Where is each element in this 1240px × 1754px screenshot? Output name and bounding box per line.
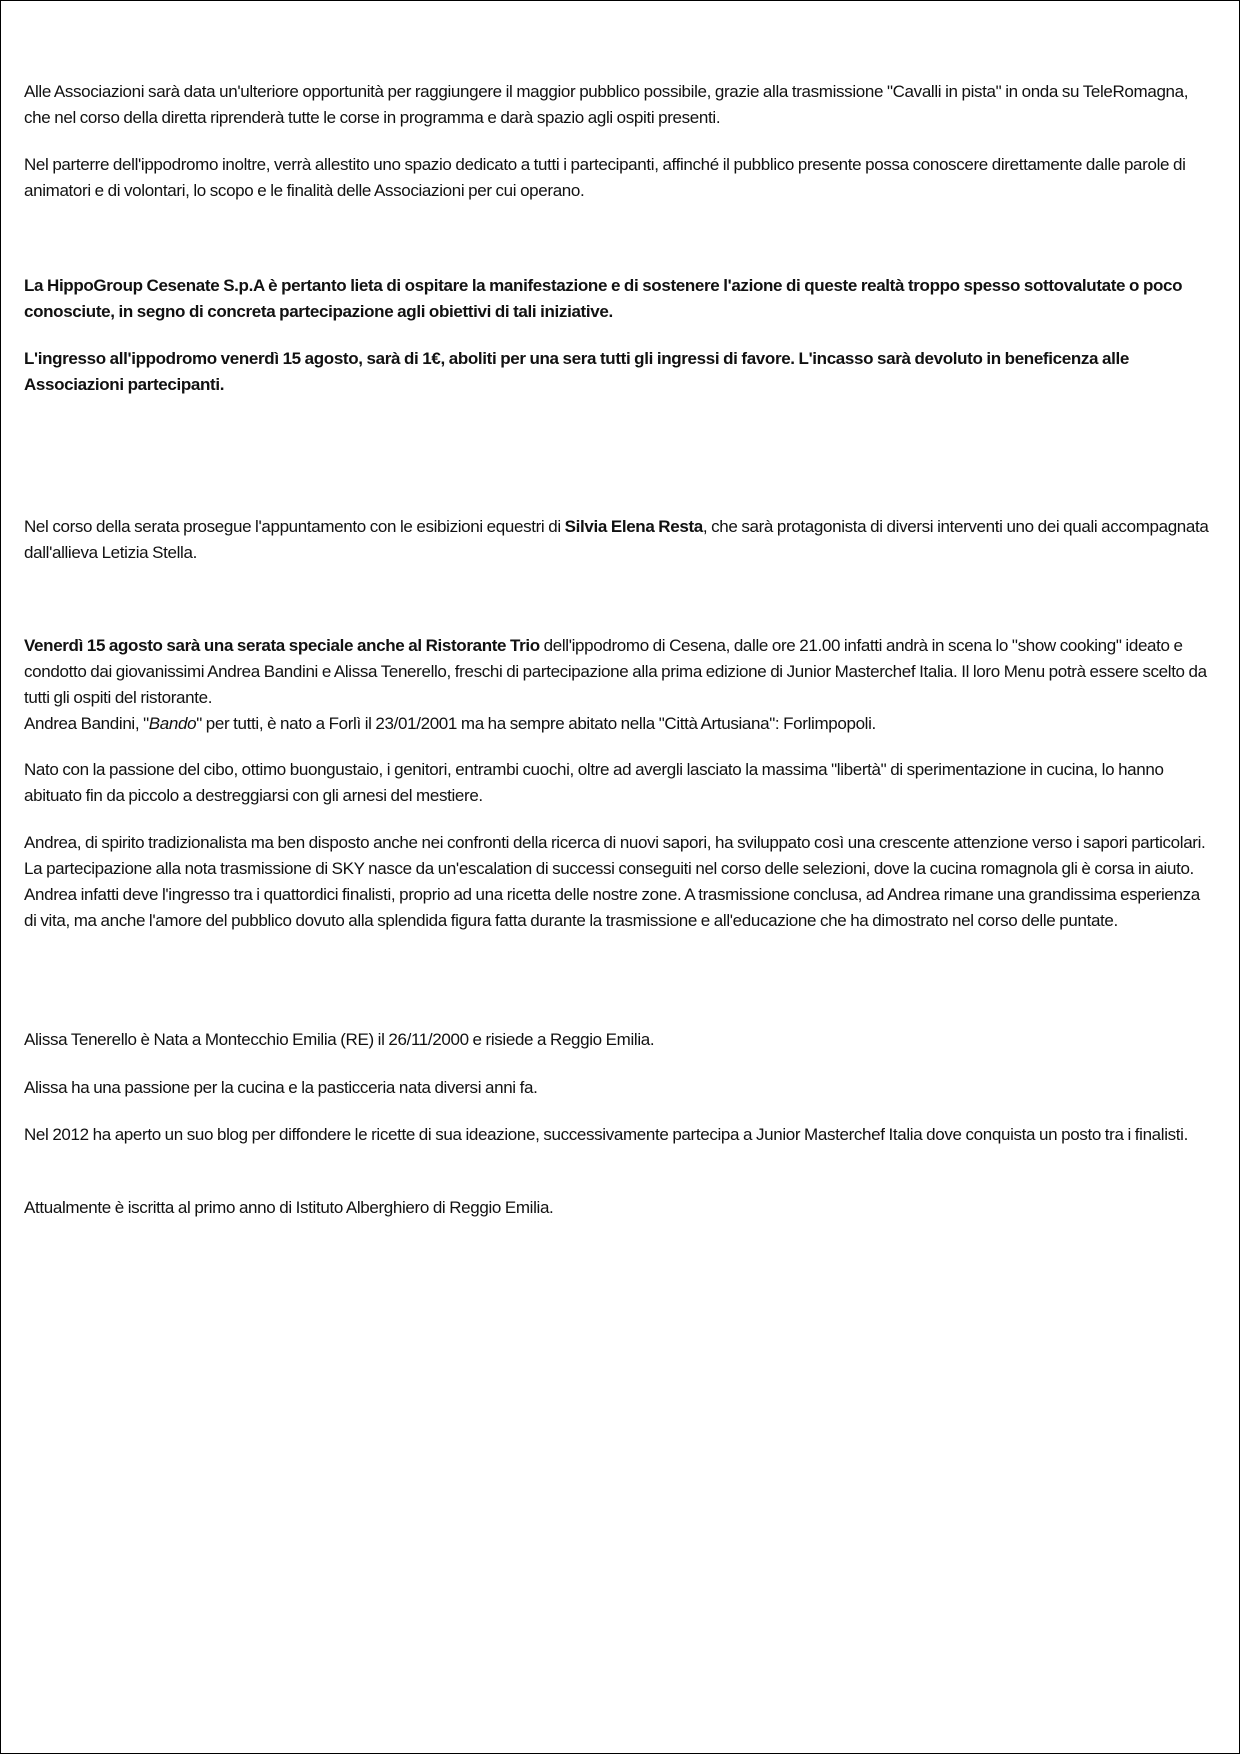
equestrian-text-intro: Nel corso della serata prosegue l'appuntamento con le esibizioni equestri di [24,517,565,536]
paragraph-andrea-passion: Nato con la passione del cibo, ottimo buongustaio, i genitori, entrambi cuochi, oltre ad avergli lasciato la massima "libertà" di sperimentazione in cucina, lo hanno abituato fin da piccolo a destreggiarsi con gli arnesi del mestiere. [24,760,1164,805]
paragraph-alissa-intro: Alissa Tenerello è Nata a Montecchio Emilia (RE) il 26/11/2000 e risiede a Reggio Emilia. [24,1030,655,1049]
equestrian-text-end: , che sarà protagonista di diversi interventi uno dei quali accompagnata dall'allieva Letizia Stella. [24,517,1209,562]
rider-name: Silvia Elena Resta [564,517,703,536]
paragraph-alissa-blog: Nel 2012 ha aperto un suo blog per diffondere le ricette di sua ideazione, successivamente partecipa a Junior Masterchef Italia dove conquista un posto tra i finalisti. [24,1125,1188,1144]
show-cooking-heading: Venerdì 15 agosto sarà una serata speciale anche al Ristorante Trio [24,636,540,655]
paragraph-entrance-fee: L'ingresso all'ippodromo venerdì 15 agosto, sarà di 1€, aboliti per una sera tutti gli ingressi di favore. L'incasso sarà devoluto in beneficenza alle Associazioni partecipanti. [24,349,1129,394]
andrea-intro-start: Andrea Bandini, " [24,714,149,733]
paragraph-hippogroup: La HippoGroup Cesenate S.p.A è pertanto lieta di ospitare la manifestazione e di sostenere l'azione di queste realtà troppo spesso sottovalutate o poco conosciute, in segno di concreta partecipazione agli obiettivi di tali iniziative. [24,276,1183,321]
paragraph-andrea-intro [24,711,1214,737]
paragraph-andrea-masterchef: Andrea, di spirito tradizionalista ma ben disposto anche nei confronti della ricerca di nuovi sapori, ha sviluppato così una crescente attenzione verso i sapori particolari. La partecipazione alla nota trasmissione di SKY nasce da un'escalation di successi conseguiti nel corso delle selezioni, dove la cucina romagnola gli è corsa in aiuto. Andrea infatti deve l'ingresso tra i quattordici finalisti, proprio ad una ricetta delle nostre zone. A trasmissione conclusa, ad Andrea rimane una grandissima esperienza di vita, ma anche l'amore del pubblico dovuto alla splendida figura fatta durante la trasmissione e all'educazione che ha dimostrato nel corso delle puntate. [24,833,1206,930]
andrea-nickname: Bando [148,714,197,733]
paragraph-parterre-space: Nel parterre dell'ippodromo inoltre, verrà allestito uno spazio dedicato a tutti i partecipanti, affinché il pubblico presente possa conoscere direttamente dalle parole di animatori e di volontari, lo scopo e le finalità delle Associazioni per cui operano. [24,155,1186,200]
andrea-intro-end: " per tutti, è nato a Forlì il 23/01/2001 ma ha sempre abitato nella "Città Artusiana": Forlimpopoli. [196,714,876,733]
show-cooking-text: dell'ippodromo di Cesena, dalle ore 21.00 infatti andrà in scena lo "show cooking" ideato e condotto dai giovanissimi Andrea Bandini e Alissa Tenerello, freschi di partecipazione alla prima edizione di Junior Masterchef Italia. Il loro Menu potrà essere scelto da tutti gli ospiti del ristorante. [24,636,1207,707]
paragraph-tv-broadcast: Alle Associazioni sarà data un'ulteriore opportunità per raggiungere il maggior pubblico possibile, grazie alla trasmissione "Cavalli in pista" in onda su TeleRomagna, che nel corso della diretta riprenderà tutte le corse in programma e darà spazio agli ospiti presenti. [24,82,1189,127]
paragraph-alissa-school: Attualmente è iscritta al primo anno di Istituto Alberghiero di Reggio Emilia. [24,1198,554,1217]
paragraph-alissa-passion: Alissa ha una passione per la cucina e la pasticceria nata diversi anni fa. [24,1078,538,1097]
paragraph-show-cooking [24,633,1214,711]
paragraph-equestrian-show [24,514,1214,566]
